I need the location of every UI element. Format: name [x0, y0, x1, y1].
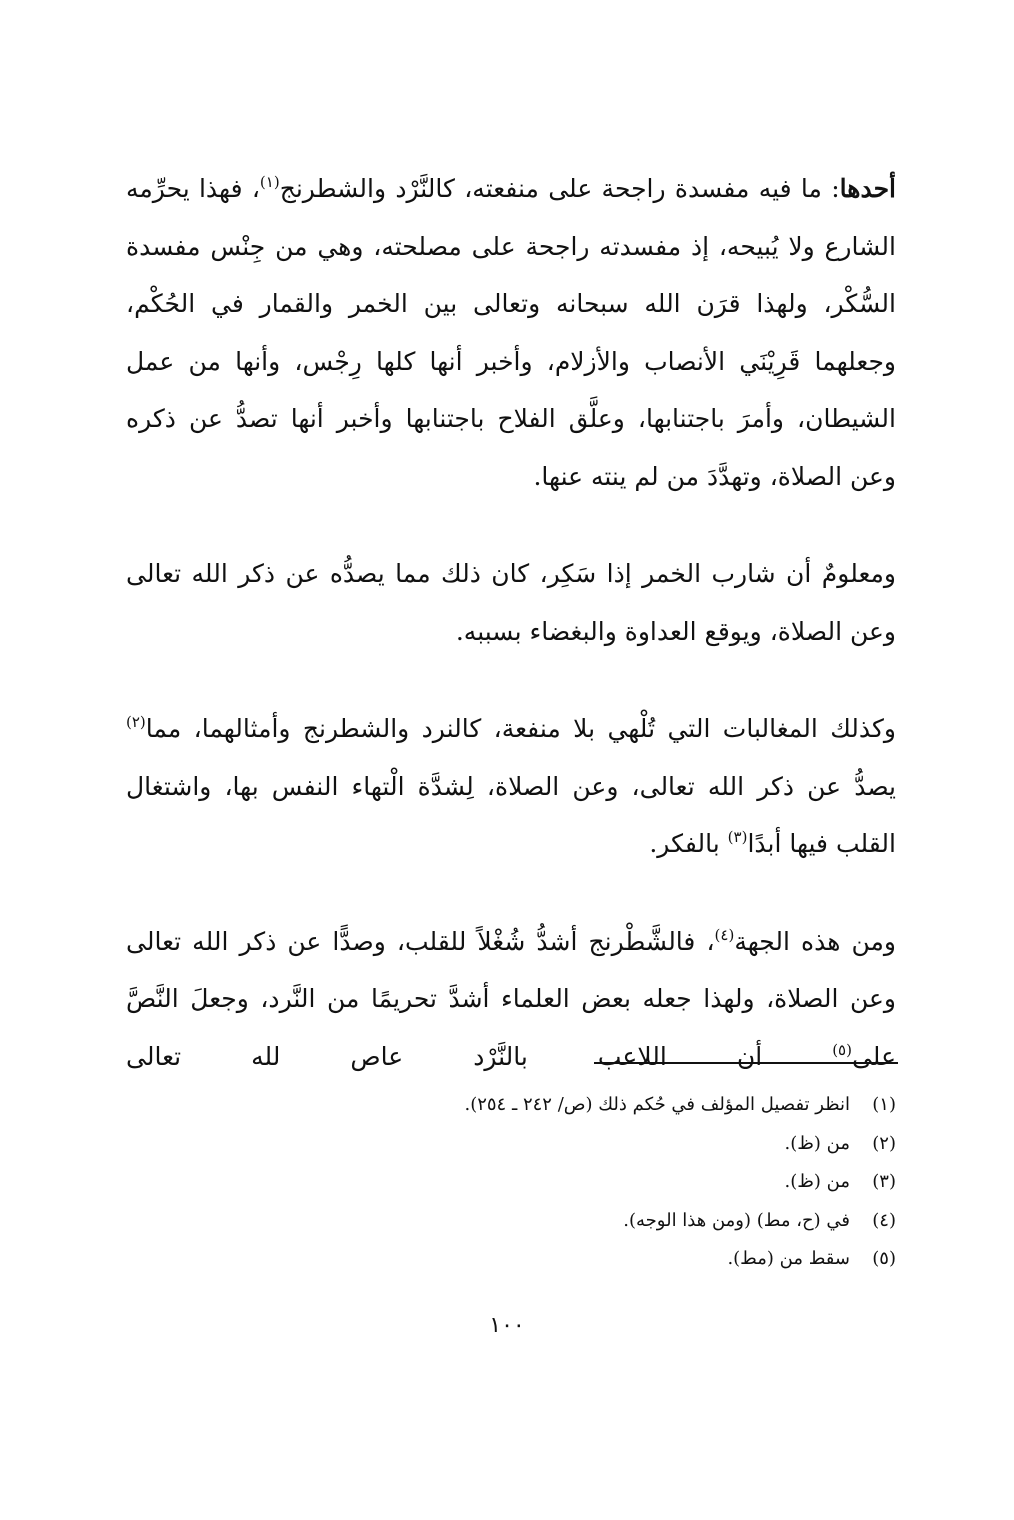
footnote-item: [126, 1086, 896, 1125]
footnote-marker-5: (٥): [832, 1040, 852, 1059]
paragraph-text: ومن هذه الجهة: [734, 926, 896, 956]
footnote-item: [126, 1240, 896, 1279]
footnote-text: سقط من (مط).: [727, 1248, 850, 1269]
footnote-marker-1: (١): [259, 173, 280, 191]
paragraph-text: يصدُّ عن ذكر الله تعالى، وعن الصلاة، لِشدَّة الْتهاء النفس بها، واشتغال القلب فيها أبدًا: [126, 771, 896, 858]
paragraph-text: : ما فيه مفسدة راجحة على منفعته، كالنَّرْد والشطرنج: [279, 174, 840, 203]
footnote-number: (٢): [872, 1132, 896, 1154]
footnote-marker-2: (٢): [126, 713, 146, 731]
footnote-text: من (ظ).: [784, 1171, 850, 1192]
paragraph-spacer: [126, 660, 896, 700]
footnote-number: (١): [872, 1094, 896, 1115]
paragraph-lead-word: أحدها: [839, 174, 896, 203]
footnote-marker-3: (٣): [727, 828, 748, 846]
page-number: ١٠٠: [489, 1313, 525, 1338]
paragraph-spacer: [126, 505, 896, 545]
paragraph-4: [126, 913, 896, 1086]
paragraph-text: ومعلومٌ أن شارب الخمر إذا سَكِر، كان ذلك مما يصدُّه عن ذكر الله تعالى وعن الصلاة، ويوقع العداوة والبغضاء بسببه.: [126, 559, 896, 646]
footnote-number: (٤): [872, 1209, 896, 1231]
paragraph-3: [126, 700, 896, 873]
paragraph-text: وكذلك المغالبات التي تُلْهي بلا منفعة، كالنرد والشطرنج وأمثالهما، مما: [145, 714, 896, 743]
footnote-text: انظر تفصيل المؤلف في حُكم ذلك (ص/ ٢٤٢ ـ ٢٥٤).: [464, 1094, 850, 1115]
body-text: [126, 160, 896, 1085]
footnote-item: [126, 1202, 896, 1241]
paragraph-text: ، فهذا يحرِّمه الشارع ولا يُبيحه، إذ مفسدته راجحة على مصلحته، وهي من جِنْس مفسدة السُّكْر، ولهذا قرَن الله سبحانه وتعالى بين الخمر والقمار في الحُكْم، وجعلهما قَرِيْنَي الأنصاب والأزلام، وأخبر أنها كلها رِجْس، وأنها من عمل الشيطان، وأمرَ باجتنابها، وعلَّق الفلاح باجتنابها وأخبر أنها تصدُّ عن ذكره وعن الصلاة، وتهدَّدَ من لم ينته عنها.: [126, 174, 896, 491]
paragraph-text: أن اللاعب بالنَّرْد عاص لله تعالى: [126, 1041, 833, 1071]
paragraph-1: [126, 160, 896, 505]
footnote-separator: [594, 1062, 898, 1064]
footnote-item: [126, 1163, 896, 1202]
footnote-text: في (ح، مط) (ومن هذا الوجه).: [623, 1209, 850, 1231]
paragraph-text: بالفكر.: [649, 829, 728, 858]
paragraph-2: [126, 545, 896, 660]
footnote-number: (٣): [872, 1171, 896, 1192]
paragraph-text: ، فالشَّطْرنج أشدُّ شُغْلاً للقلب، وصدًّا عن ذكر الله تعالى وعن الصلاة، ولهذا جعله بعض العلماء أشدَّ تحريمًا من النَّرد، وجعلَ النَّصَّ على: [126, 926, 896, 1071]
footnote-marker-4: (٤): [714, 925, 735, 944]
footnotes: [126, 1086, 896, 1279]
paragraph-spacer: [126, 873, 896, 913]
footnote-item: [126, 1125, 896, 1164]
footnote-number: (٥): [872, 1248, 896, 1269]
footnote-text: من (ظ).: [784, 1132, 850, 1154]
